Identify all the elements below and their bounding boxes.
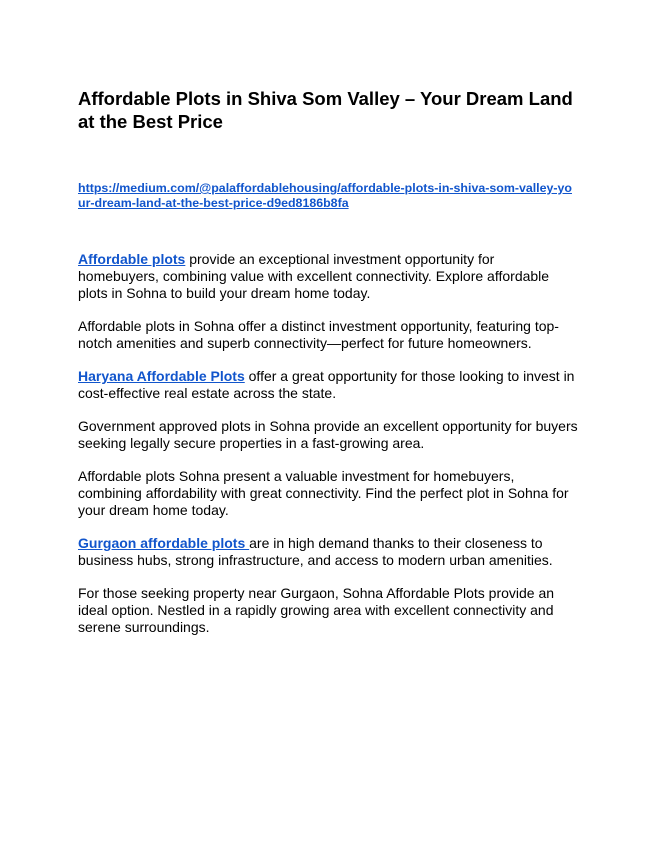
affordable-plots-link[interactable]: Affordable plots — [78, 251, 186, 267]
paragraph-text: offer a great opportunity for those looking to invest in cost-effective real estate across the state. — [78, 368, 575, 401]
document-content — [78, 88, 578, 652]
paragraph — [78, 251, 578, 302]
paragraph — [78, 418, 578, 452]
gurgaon-affordable-plots-link[interactable]: Gurgaon affordable plots — [78, 535, 250, 551]
paragraph — [78, 318, 578, 352]
paragraph-text: Government approved plots in Sohna provide an excellent opportunity for buyers seeking legally secure properties in a fast-growing area. — [78, 418, 578, 451]
body-paragraphs — [78, 251, 578, 636]
paragraph — [78, 535, 578, 569]
source-url-link[interactable]: https://medium.com/@palaffordablehousing/affordable-plots-in-shiva-som-valley-your-dream-land-at-the-best-price-d9ed8186b8fa — [78, 181, 572, 210]
paragraph-text: Affordable plots in Sohna offer a distinct investment opportunity, featuring top-notch amenities and superb connectivity—perfect for future homeowners. — [78, 318, 559, 351]
paragraph-text: are in high demand thanks to their closeness to business hubs, strong infrastructure, and access to modern urban amenities. — [78, 535, 553, 568]
source-url-line — [78, 181, 578, 211]
paragraph-text: For those seeking property near Gurgaon, Sohna Affordable Plots provide an ideal option. Nestled in a rapidly growing area with excellent connectivity and serene surroundings. — [78, 585, 555, 635]
paragraph — [78, 368, 578, 402]
paragraph-text: provide an exceptional investment opportunity for homebuyers, combining value with excellent connectivity. Explore affordable plots in Sohna to build your dream home today. — [78, 251, 550, 301]
haryana-affordable-plots-link[interactable]: Haryana Affordable Plots — [78, 368, 245, 384]
paragraph — [78, 585, 578, 636]
paragraph — [78, 468, 578, 519]
document-title: Affordable Plots in Shiva Som Valley – Your Dream Land at the Best Price — [78, 88, 573, 132]
paragraph-text: Affordable plots Sohna present a valuable investment for homebuyers, combining affordability with great connectivity. Find the perfect plot in Sohna for your dream home today. — [78, 468, 569, 518]
